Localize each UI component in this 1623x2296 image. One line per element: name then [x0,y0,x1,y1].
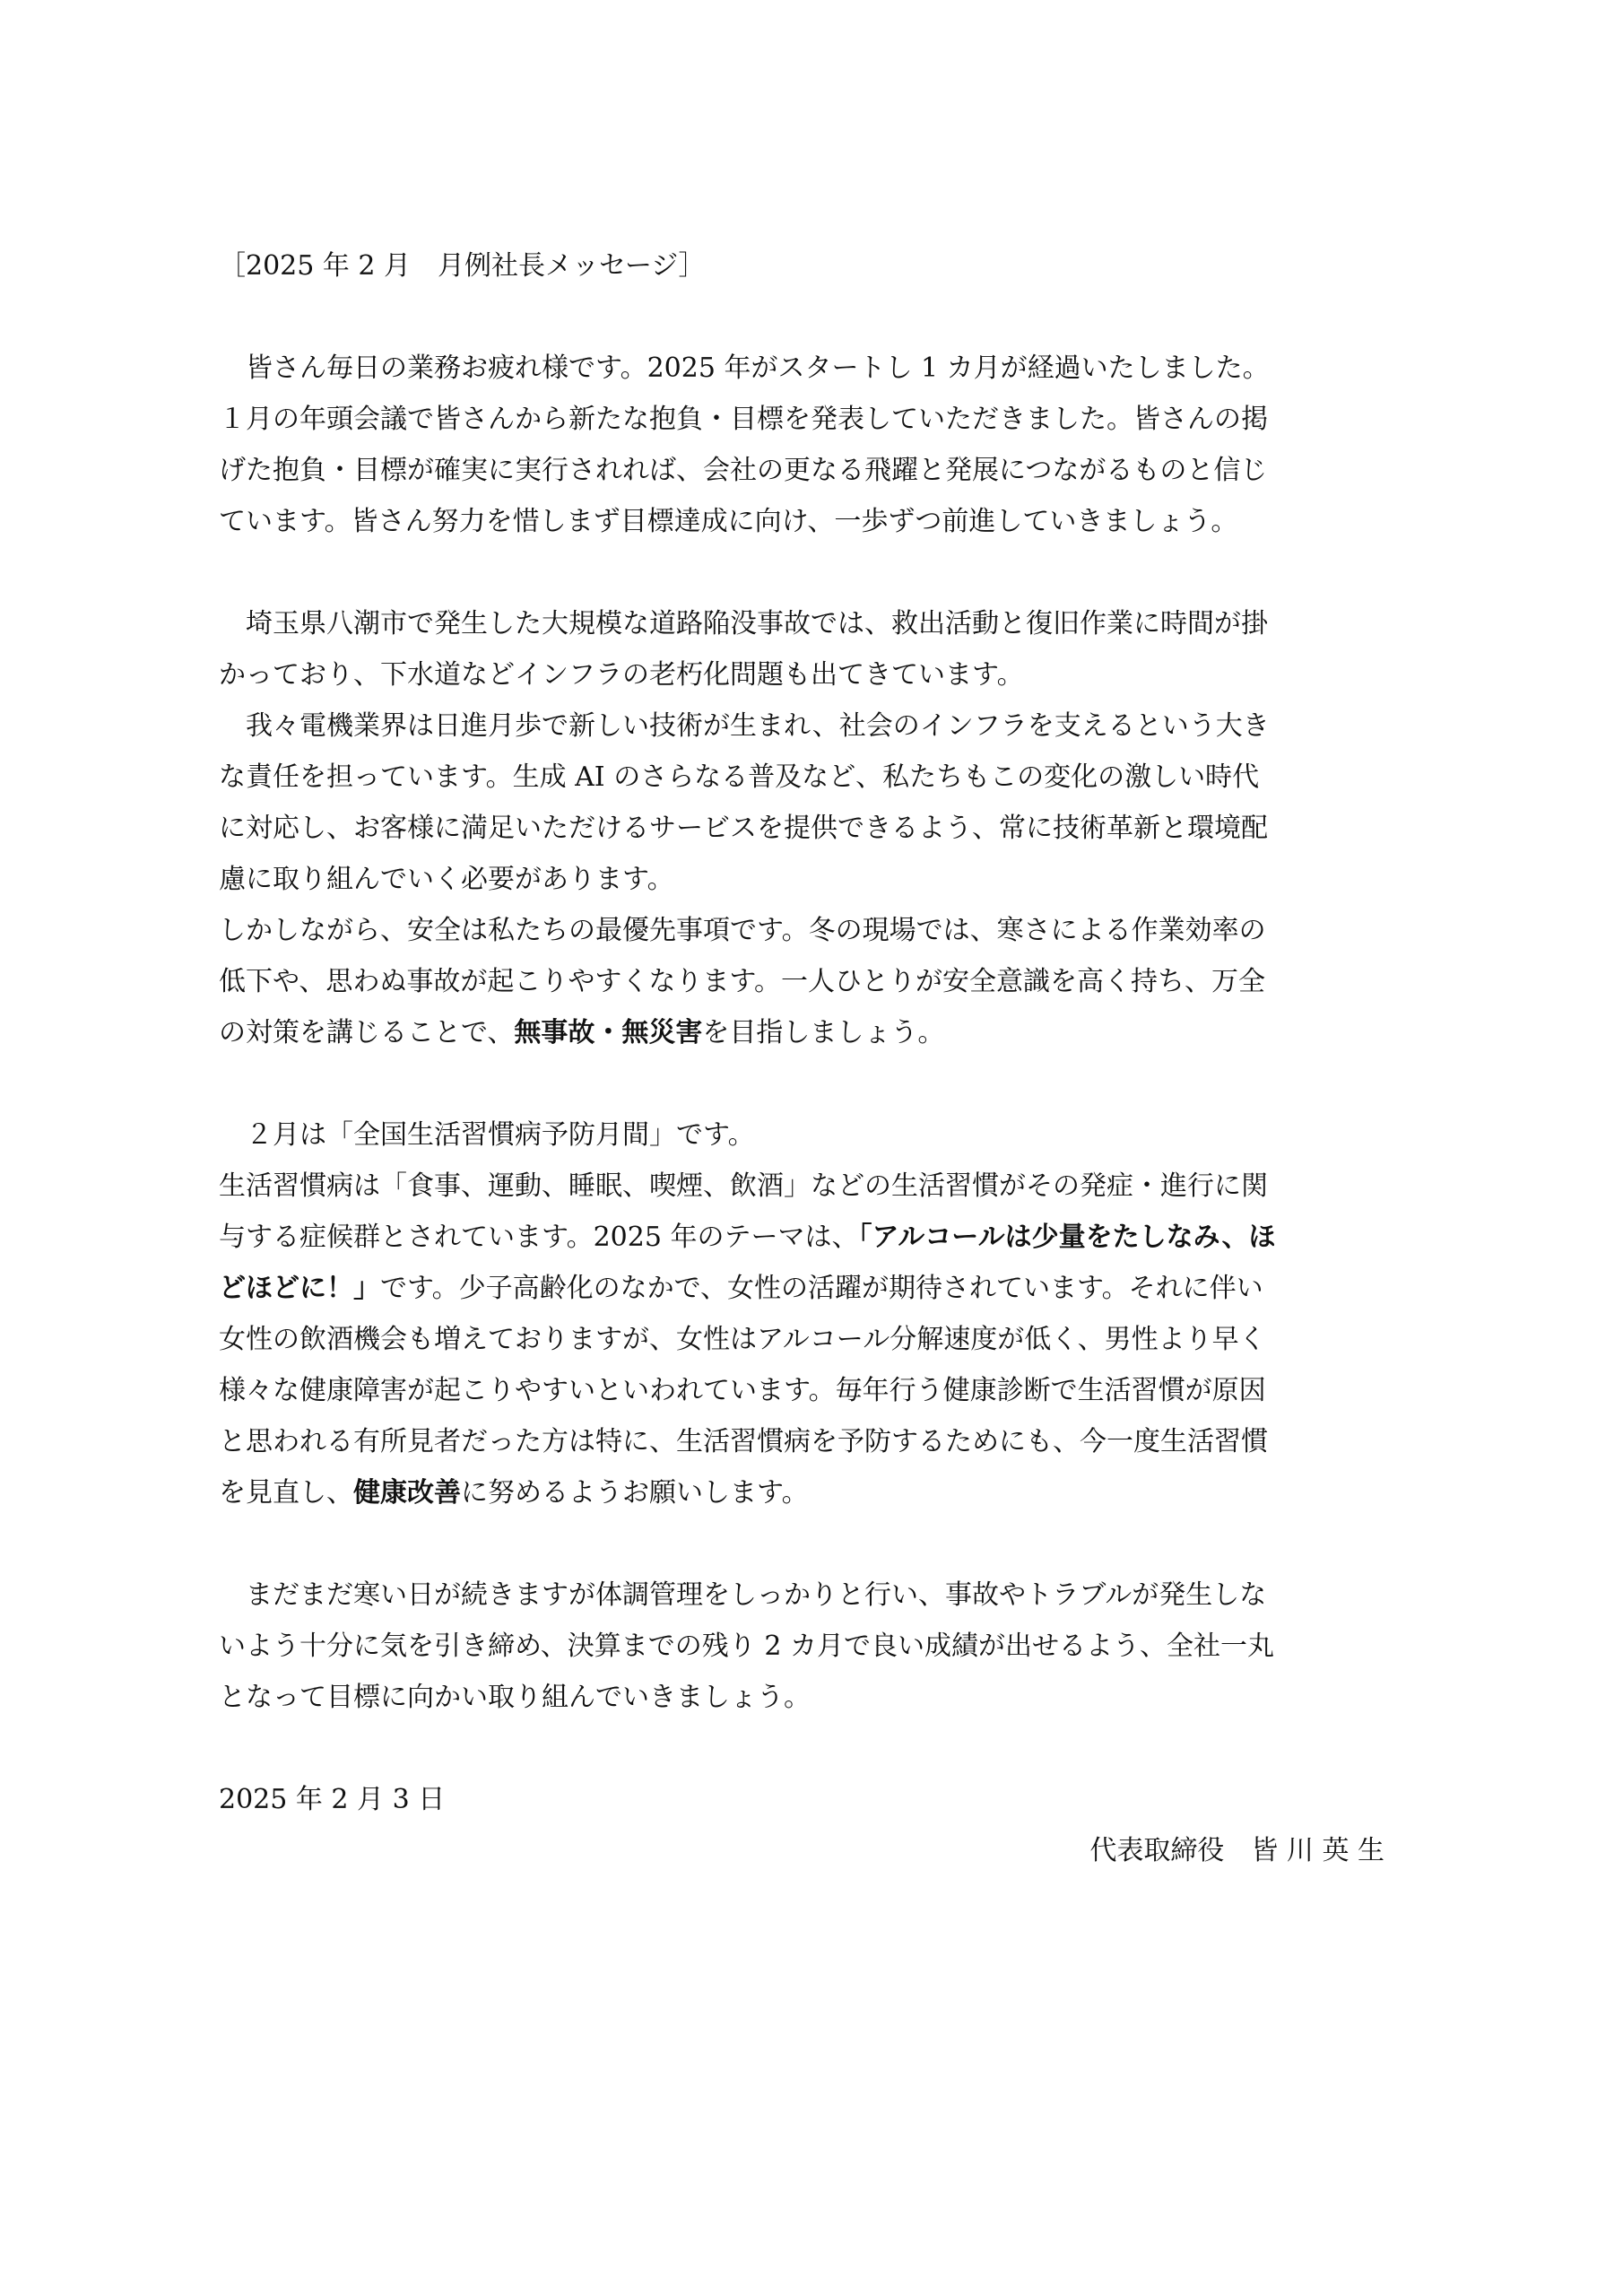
letter-body [219,240,1384,1876]
text-line: 皆さん毎日の業務お疲れ様です。2025 年がスタートし 1 カ月が経過いたしました。 [219,352,1270,384]
text-line: ています。皆さん努力を惜しまず目標達成に向け、一歩ずつ前進していきましょう。 [219,506,1238,537]
text-line: 生活習慣病は「食事、運動、睡眠、喫煙、飲酒」などの生活習慣がその発症・進行に関 [219,1170,1268,1202]
text-line: に対応し、お客様に満足いただけるサービスを提供できるよう、常に技術革新と環境配 [219,813,1268,844]
bold-text: 健康改善 [353,1477,461,1509]
text-line: 様々な健康障害が起こりやすいといわれています。毎年行う健康診断で生活習慣が原因 [219,1375,1266,1406]
text-line: と思われる有所見者だった方は特に、生活習慣病を予防するためにも、今一度生活習慣 [219,1426,1268,1457]
text-line: ２月は「全国生活習慣病予防月間」です。 [219,1119,755,1151]
bold-text: どほどに！」 [219,1273,380,1304]
text-line [219,1263,1384,1314]
text-line: 女性の飲酒機会も増えておりますが、女性はアルコール分解速度が低く、男性より早く [219,1324,1266,1355]
paragraph-closing [219,1570,1384,1723]
paragraph-greeting [219,343,1384,547]
text-span: 与する症候群とされています。2025 年のテーマは、 [219,1222,859,1253]
message-title: ［2025 年 2 月 月例社長メッセージ］ [219,250,706,282]
blank-line [219,1723,1384,1774]
text-span: を目指しましょう。 [702,1017,945,1048]
bold-text: 無事故・無災害 [514,1017,703,1048]
paragraph-safety [219,598,1384,1058]
text-line [219,1007,1384,1058]
text-line: いよう十分に気を引き締め、決算までの残り 2 カ月で良い成績が出せるよう、全社一丸 [219,1631,1274,1662]
signature: 代表取締役 皆 川 英 生 [1089,1835,1384,1866]
text-line: しかしながら、安全は私たちの最優先事項です。冬の現場では、寒さによる作業効率の [219,915,1266,946]
text-line: まだまだ寒い日が続きますが体調管理をしっかりと行い、事故やトラブルが発生しな [219,1579,1267,1611]
text-span: の対策を講じることで、 [219,1017,515,1048]
text-line: 我々電機業界は日進月歩で新しい技術が生まれ、社会のインフラを支えるという大き [219,710,1270,742]
text-line: 埼玉県八潮市で発生した大規模な道路陥没事故では、救出活動と復旧作業に時間が掛 [219,608,1268,639]
blank-line [219,1058,1384,1109]
text-line: げた抱負・目標が確実に実行されれば、会社の更なる飛躍と発展につながるものと信じ [219,455,1268,486]
blank-line [219,547,1384,598]
text-line: １月の年頭会議で皆さんから新たな抱負・目標を発表していただきました。皆さんの掲 [219,404,1268,435]
text-span: に努めるようお願いします。 [461,1477,809,1509]
text-line: かっており、下水道などインフラの老朽化問題も出てきています。 [219,659,1024,691]
text-line [219,1467,1384,1518]
text-line: 慮に取り組んでいく必要があります。 [219,864,674,895]
letter-date: 2025 年 2 月 3 日 [219,1784,446,1815]
text-span: を見直し、 [219,1477,353,1509]
text-span: です。少子高齢化のなかで、女性の活躍が期待されています。それに伴い [380,1273,1263,1304]
text-line [219,1212,1384,1263]
paragraph-health [219,1109,1384,1518]
text-line: 低下や、思わぬ事故が起こりやすくなります。一人ひとりが安全意識を高く持ち、万全 [219,966,1265,997]
text-line: となって目標に向かい取り組んでいきましょう。 [219,1682,811,1713]
bold-text: 「アルコールは少量をたしなみ、ほ [858,1222,1276,1253]
blank-line [219,291,1384,343]
text-line: な責任を担っています。生成 AI のさらなる普及など、私たちもこの変化の激しい時代 [219,761,1260,793]
blank-line [219,1518,1384,1570]
